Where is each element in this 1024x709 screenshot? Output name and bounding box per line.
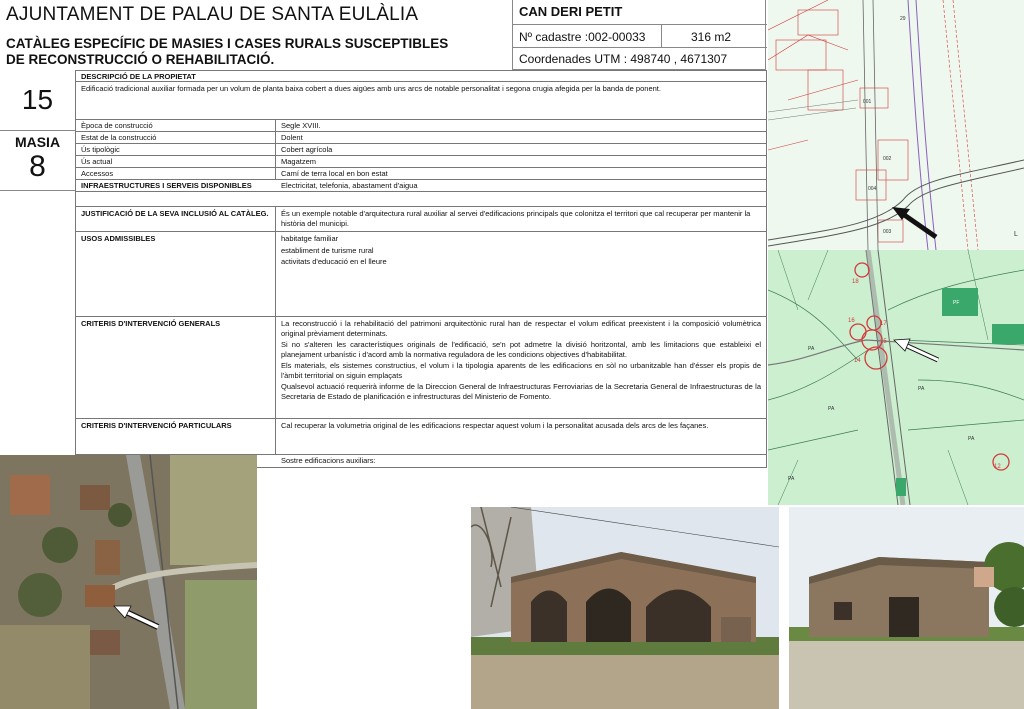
state-value: Dolent [281,133,303,142]
state-label: Estat de la construcció [81,133,157,142]
catalog-number: 15 [21,84,54,115]
criteria-paragraph: Els materials, els sistemes constructius, el volum i la tipologia aparents de les edificacions en sòl no urbanitzable han d'ésser els propis de l'àmbit territorial on siguin emplaçats [281,361,761,380]
map-label: L [1014,231,1018,238]
use-item: activitats d'educació en el lleure [281,257,387,266]
map-label: PA [968,436,975,442]
general-criteria-text [281,319,761,403]
map-label: PA [828,406,835,412]
left-index-column [0,70,76,455]
property-info-box [512,0,766,70]
criteria-paragraph: La reconstrucció i la rehabilitació del patrimoni arquitectònic rural han de respectar el volum edificat preexistent i la composició volumètrica original prèviament determinats. [281,319,761,338]
current-use-label: Ús actual [81,157,113,166]
criteria-paragraph: Si no s'alteren les característiques originals de l'edificació, se'n pot admetre la divisió horitzontal, amb les limitacions que estableixi el planejament urbanístic i d'acord amb la normativa reguladora de les condicions objectives d'habitabilitat. [281,340,761,359]
uses-list [281,234,387,267]
uses-label: USOS ADMISSIBLES [81,234,156,243]
use-item: habitatge familiar [281,234,339,243]
masia-label: MASIA [14,134,61,150]
map-label: PF [953,300,960,306]
map-label: 17 [880,321,887,327]
map-label: PA [808,346,815,352]
map-label: 002 [883,156,892,162]
access-label: Accessos [81,169,114,178]
map-label: 003 [883,229,892,235]
map-label: 29 [900,16,906,22]
general-criteria-label: CRITERIS D'INTERVENCIÓ GENERALS [81,319,221,328]
typology-label: Ús tipològic [81,145,120,154]
criteria-paragraph: Qualsevol actuació requerirà informe de la Direccion General de Infraestructuras Ferroviarias de la Secretaria General de Infraestructuras de la Secretaria de Estado de planificación e infrestructuras del Ministerio de Fomento. [281,382,761,401]
description-header: DESCRIPCIÓ DE LA PROPIETAT [81,72,196,81]
barn-photo-front [471,507,779,709]
access-value: Camí de terra local en bon estat [281,169,388,178]
property-table [75,70,767,468]
map-label: 004 [868,186,877,192]
map-label: 18 [852,279,859,285]
page-subtitle [6,36,496,68]
use-item: establiment de turisme rural [281,245,374,255]
map-label: 16 [848,318,855,324]
infrastructure-label: INFRAESTRUCTURES I SERVEIS DISPONIBLES [81,181,252,190]
aux-floor-area: Sostre edificacions auxiliars: [281,456,376,465]
cadastral-map [768,0,1024,250]
infrastructure-value: Electricitat, telefonia, abastament d'aigua [281,181,418,190]
area-value: 316 m2 [691,30,732,44]
period-value: Segle XVIII. [281,121,321,130]
description-text: Edificació tradicional auxiliar formada per un volum de planta baixa cobert a dues aigües amb uns arcs de notable personalitat i segona crugia afegida per la banda de ponent. [81,84,661,93]
subtitle-line-2: DE RECONSTRUCCIÓ O REHABILITACIÓ. [6,52,275,67]
current-use-value: Magatzem [281,157,317,166]
map-label: 12 [994,464,1001,470]
map-label: 14 [854,358,861,364]
map-label: 15 [880,339,887,345]
cadastre-number: Nº cadastre :002-00033 [519,30,646,44]
page-title: AJUNTAMENT DE PALAU DE SANTA EULÀLIA [6,4,419,25]
utm-coordinates: Coordenades UTM : 498740 , 4671307 [519,52,728,66]
masia-number: 8 [29,150,46,183]
map-label: PA [918,386,925,392]
property-name: CAN DERI PETIT [519,4,623,19]
typology-value: Cobert agrícola [281,145,333,154]
subtitle-line-1: CATÀLEG ESPECÍFIC DE MASIES I CASES RURALS SUSCEPTIBLES [6,36,449,51]
period-label: Època de construcció [81,121,153,130]
particular-criteria-label: CRITERIS D'INTERVENCIÓ PARTICULARS [81,421,232,430]
justification-label: JUSTIFICACIÓ DE LA SEVA INCLUSIÓ AL CATÀLEG. [81,209,269,218]
map-label: 001 [863,99,872,105]
planning-map [768,250,1024,505]
map-label: PA [788,476,795,482]
justification-value: És un exemple notable d'arquitectura rural auxiliar al servei d'edificacions principals que colonitza el territori que cal recuperar per mantenir la història del municipi. [281,209,751,228]
aerial-photo [0,455,257,709]
barn-photo-side [789,507,1024,709]
particular-criteria-value: Cal recuperar la volumetria original de les edificacions respectar aquest volum i la personalitat acusada dels arcs de les façanes. [281,421,709,430]
